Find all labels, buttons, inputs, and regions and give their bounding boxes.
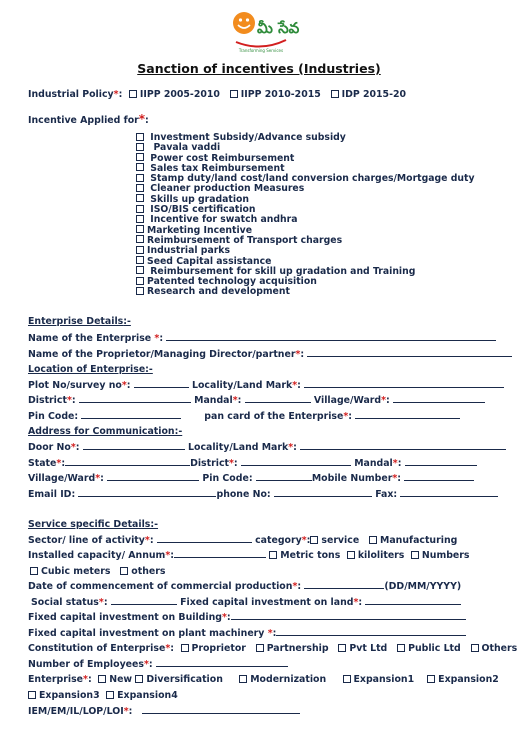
incentive-item[interactable]: Patented technology acquisition bbox=[136, 277, 475, 287]
capacity-field[interactable] bbox=[174, 550, 266, 558]
enterprise-name-field[interactable] bbox=[166, 333, 496, 341]
unit-numbers-checkbox[interactable] bbox=[411, 551, 419, 559]
address-pincode-field[interactable] bbox=[256, 473, 312, 481]
incentive-checkbox[interactable] bbox=[136, 256, 144, 264]
fax-field[interactable] bbox=[400, 489, 498, 497]
constitution-others-checkbox[interactable] bbox=[471, 644, 479, 652]
unit-metric-tons-checkbox[interactable] bbox=[269, 551, 277, 559]
enterprise-name-label: Name of the Enterprise bbox=[28, 333, 152, 344]
capacity-row-2: Cubic meters others bbox=[30, 566, 165, 577]
incentive-checkbox[interactable] bbox=[136, 266, 144, 274]
fixed-plant-field[interactable] bbox=[276, 628, 466, 636]
village-row: Village/Ward*: Pin Code: Mobile Number*: bbox=[28, 473, 474, 484]
incentive-checkbox[interactable] bbox=[136, 287, 144, 295]
incentive-checkbox[interactable] bbox=[136, 143, 144, 151]
sector-field[interactable] bbox=[157, 535, 252, 543]
location-pincode-field[interactable] bbox=[81, 411, 181, 419]
policy-option-label: IIPP 2005-2010 bbox=[139, 89, 220, 100]
proprietor-name-field[interactable] bbox=[307, 349, 512, 357]
policy-option-label: IDP 2015-20 bbox=[341, 89, 407, 100]
enterprise-expansion3-checkbox[interactable] bbox=[28, 691, 36, 699]
incentive-checkbox[interactable] bbox=[136, 194, 144, 202]
social-row: Social status*: Fixed capital investment on land*: bbox=[31, 597, 461, 608]
policy-checkbox-iipp-2005[interactable] bbox=[129, 90, 137, 98]
service-heading: Service specific Details:- bbox=[28, 519, 159, 530]
location-locality-field[interactable] bbox=[304, 380, 504, 388]
constitution-proprietor-checkbox[interactable] bbox=[181, 644, 189, 652]
enterprise-expansion4-checkbox[interactable] bbox=[106, 691, 114, 699]
employees-row: Number of Employees*: bbox=[28, 659, 288, 670]
policy-option-label: IIPP 2010-2015 bbox=[240, 89, 321, 100]
unit-cubic-meters-checkbox[interactable] bbox=[30, 567, 38, 575]
address-locality-field[interactable] bbox=[300, 442, 506, 450]
incentive-checkbox[interactable] bbox=[136, 215, 144, 223]
logo-tagline: Transforming Services bbox=[238, 48, 284, 53]
incentive-item[interactable]: Research and development bbox=[136, 287, 475, 297]
incentive-item[interactable]: Stamp duty/land cost/land conversion charges/Mortgage duty bbox=[136, 174, 475, 184]
incentive-item[interactable]: Reimbursement of Transport charges bbox=[136, 236, 475, 246]
industrial-policy-label: Industrial Policy bbox=[28, 89, 114, 100]
location-mandal-field[interactable] bbox=[245, 395, 311, 403]
incentive-item[interactable]: Pavala vaddi bbox=[136, 143, 475, 153]
incentive-item[interactable]: Power cost Reimbursement bbox=[136, 154, 475, 164]
constitution-public-ltd-checkbox[interactable] bbox=[397, 644, 405, 652]
phone-field[interactable] bbox=[274, 489, 372, 497]
incentive-item[interactable]: Skills up gradation bbox=[136, 195, 475, 205]
fixed-land-field[interactable] bbox=[365, 597, 461, 605]
mee-seva-logo bbox=[230, 6, 300, 56]
incentive-label-row: Incentive Applied for*: bbox=[28, 112, 149, 126]
employees-field[interactable] bbox=[156, 659, 288, 667]
commencement-date-field[interactable] bbox=[304, 581, 384, 589]
enterprise-details-heading: Enterprise Details:- bbox=[28, 316, 131, 327]
policy-checkbox-idp-2015[interactable] bbox=[331, 90, 339, 98]
state-row: State*: District*: Mandal*: bbox=[28, 458, 477, 469]
enterprise-name-row: Name of the Enterprise *: bbox=[28, 333, 496, 344]
enterprise-type-row-2: Expansion3 Expansion4 bbox=[28, 690, 178, 701]
incentive-checkbox-list bbox=[136, 133, 475, 298]
email-field[interactable] bbox=[78, 489, 216, 497]
door-number-field[interactable] bbox=[83, 442, 185, 450]
incentive-item[interactable]: Investment Subsidy/Advance subsidy bbox=[136, 133, 475, 143]
fixed-building-field[interactable] bbox=[231, 612, 466, 620]
plant-row: Fixed capital investment on plant machinery *: bbox=[28, 628, 466, 639]
unit-others-checkbox[interactable] bbox=[120, 567, 128, 575]
incentive-item[interactable]: Marketing Incentive bbox=[136, 226, 475, 236]
incentive-item[interactable]: ISO/BIS certification bbox=[136, 205, 475, 215]
page-title: Sanction of incentives (Industries) bbox=[137, 61, 381, 76]
incentive-item[interactable]: Sales tax Reimbursement bbox=[136, 164, 475, 174]
constitution-row: Constitution of Enterprise*: Proprietor Partnership Pvt Ltd Public Ltd Others bbox=[28, 643, 518, 654]
logo-text: మీ సేవ bbox=[257, 19, 300, 37]
unit-kiloliters-checkbox[interactable] bbox=[347, 551, 355, 559]
constitution-pvt-ltd-checkbox[interactable] bbox=[338, 644, 346, 652]
iem-row: IEM/EM/IL/LOP/LOI*: bbox=[28, 706, 300, 717]
enterprise-type-row: Enterprise*: New Diversification Modernization Expansion1 Expansion2 bbox=[28, 674, 499, 685]
district-row: District*: Mandal*: Village/Ward*: bbox=[28, 395, 485, 406]
policy-checkbox-iipp-2010[interactable] bbox=[230, 90, 238, 98]
incentive-checkbox[interactable] bbox=[136, 225, 144, 233]
enterprise-expansion1-checkbox[interactable] bbox=[343, 675, 351, 683]
category-manufacturing-checkbox[interactable] bbox=[369, 536, 377, 544]
iem-field[interactable] bbox=[142, 706, 300, 714]
incentive-label: Incentive Applied for bbox=[28, 115, 139, 126]
incentive-item[interactable]: Reimbursement for skill up gradation and Training bbox=[136, 267, 475, 277]
pan-card-field[interactable] bbox=[355, 411, 460, 419]
email-row: Email ID: phone No: Fax: bbox=[28, 489, 498, 500]
enterprise-diversification-checkbox[interactable] bbox=[135, 675, 143, 683]
incentive-checkbox[interactable] bbox=[136, 133, 144, 141]
incentive-checkbox[interactable] bbox=[136, 163, 144, 171]
constitution-partnership-checkbox[interactable] bbox=[256, 644, 264, 652]
incentive-item[interactable]: Industrial parks bbox=[136, 246, 475, 256]
incentive-checkbox[interactable] bbox=[136, 184, 144, 192]
enterprise-expansion2-checkbox[interactable] bbox=[427, 675, 435, 683]
sector-row: Sector/ line of activity*: category*: service Manufacturing bbox=[28, 535, 458, 546]
incentive-item[interactable]: Cleaner production Measures bbox=[136, 184, 475, 194]
door-row: Door No*: Locality/Land Mark*: bbox=[28, 442, 506, 453]
incentive-checkbox[interactable] bbox=[136, 246, 144, 254]
address-mandal-field[interactable] bbox=[405, 458, 477, 466]
location-heading: Location of Enterprise:- bbox=[28, 364, 153, 375]
enterprise-modernization-checkbox[interactable] bbox=[239, 675, 247, 683]
capacity-row: Installed capacity/ Annum*: Metric tons kiloliters Numbers bbox=[28, 550, 470, 561]
address-state-field[interactable] bbox=[65, 458, 190, 466]
incentive-checkbox[interactable] bbox=[136, 277, 144, 285]
address-heading: Address for Communication:- bbox=[28, 426, 183, 437]
incentive-checkbox[interactable] bbox=[136, 235, 144, 243]
address-district-field[interactable] bbox=[241, 458, 351, 466]
mobile-number-field[interactable] bbox=[404, 473, 474, 481]
plot-row: Plot No/survey no*: Locality/Land Mark*: bbox=[28, 380, 504, 391]
pin-pan-row: Pin Code: pan card of the Enterprise*: bbox=[28, 411, 460, 422]
location-village-field[interactable] bbox=[393, 395, 485, 403]
category-service-checkbox[interactable] bbox=[310, 536, 318, 544]
industrial-policy-row: Industrial Policy*: IIPP 2005-2010 IIPP 2010-2015 IDP 2015-20 bbox=[28, 89, 407, 100]
social-status-field[interactable] bbox=[111, 597, 177, 605]
required-mark: * bbox=[113, 89, 119, 100]
commencement-row: Date of commencement of commercial production*: (DD/MM/YYYY) bbox=[28, 581, 462, 592]
incentive-checkbox[interactable] bbox=[136, 153, 144, 161]
building-row: Fixed capital investment on Building*: bbox=[28, 612, 466, 623]
location-district-field[interactable] bbox=[79, 395, 191, 403]
proprietor-name-row: Name of the Proprietor/Managing Director/partner*: bbox=[28, 349, 512, 360]
plot-number-field[interactable] bbox=[134, 380, 189, 388]
address-village-field[interactable] bbox=[107, 473, 199, 481]
incentive-checkbox[interactable] bbox=[136, 174, 144, 182]
incentive-item[interactable]: Seed Capital assistance bbox=[136, 257, 475, 267]
proprietor-name-label: Name of the Proprietor/Managing Director/partner bbox=[28, 349, 296, 360]
enterprise-new-checkbox[interactable] bbox=[98, 675, 106, 683]
incentive-checkbox[interactable] bbox=[136, 205, 144, 213]
required-mark: * bbox=[138, 112, 146, 126]
incentive-item[interactable]: Incentive for swatch andhra bbox=[136, 215, 475, 225]
